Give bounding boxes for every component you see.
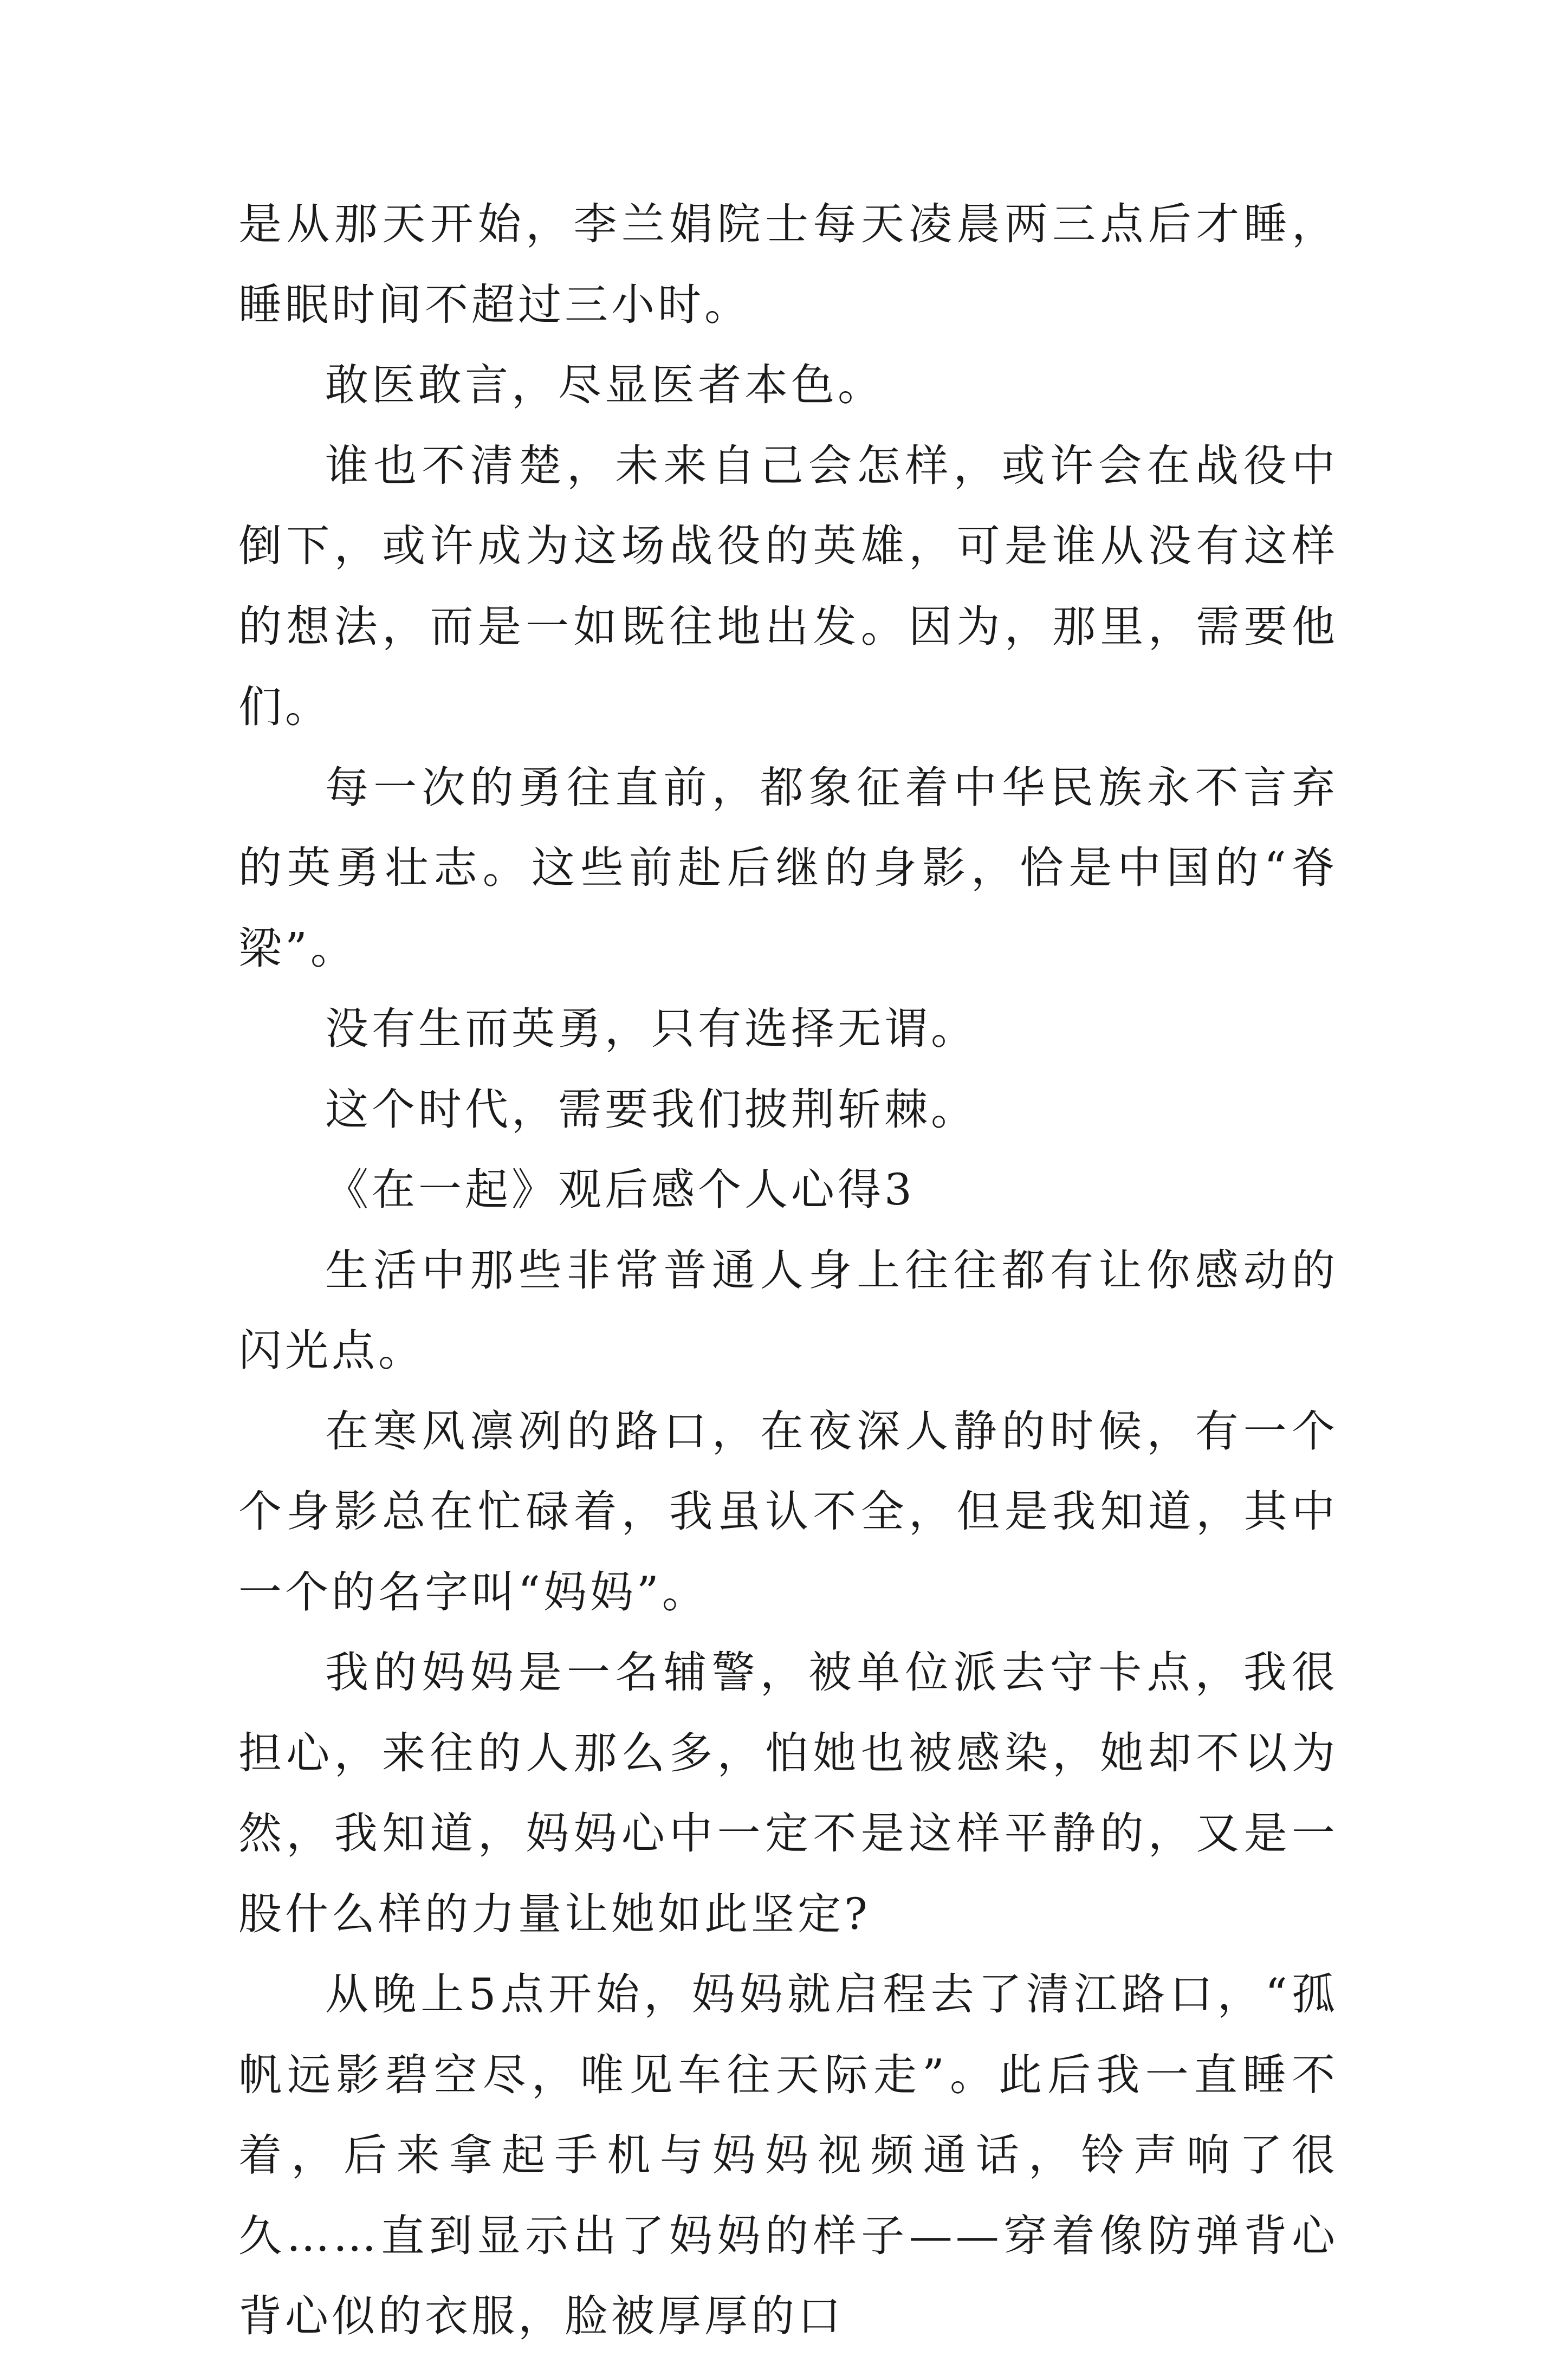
paragraph: 在寒风凛冽的路口，在夜深人静的时候，有一个个身影总在忙碌着，我虽认不全，但是我知道，其中一个的名字叫“妈妈”。 (238, 1406, 1338, 1617)
document-body (238, 184, 1338, 2357)
paragraph: 是从那天开始，李兰娟院士每天凌晨两三点后才睡，睡眠时间不超过三小时。 (238, 199, 1338, 330)
paragraph: 敢医敢言，尽显医者本色。 (325, 360, 884, 410)
paragraph: 谁也不清楚，未来自己会怎样，或许会在战役中倒下，或许成为这场战役的英雄，可是谁从没有这样的想法，而是一如既往地出发。因为，那里，需要他们。 (238, 440, 1338, 732)
paragraph: 没有生而英勇，只有选择无谓。 (325, 1003, 977, 1054)
paragraph: 生活中那些非常普通人身上往往都有让你感动的闪光点。 (238, 1245, 1338, 1376)
paragraph: 从晚上5点开始，妈妈就启程去了清江路口，“孤帆远影碧空尽，唯见车往天际走”。此后我一直睡不着，后来拿起手机与妈妈视频通话，铃声响了很久……直到显示出了妈妈的样子——穿着像防弹背心背心似的衣服，脸被厚厚的口 (238, 1969, 1338, 2341)
paragraph: 我的妈妈是一名辅警，被单位派去守卡点，我很担心，来往的人那么多，怕她也被感染，她却不以为然，我知道，妈妈心中一定不是这样平静的，又是一股什么样的力量让她如此坚定? (238, 1647, 1338, 1939)
section-heading: 《在一起》观后感个人心得3 (325, 1164, 915, 1215)
paragraph: 这个时代，需要我们披荆斩棘。 (325, 1084, 977, 1135)
paragraph: 每一次的勇往直前，都象征着中华民族永不言弃的英勇壮志。这些前赴后继的身影，恰是中国的“脊梁”。 (238, 762, 1338, 974)
